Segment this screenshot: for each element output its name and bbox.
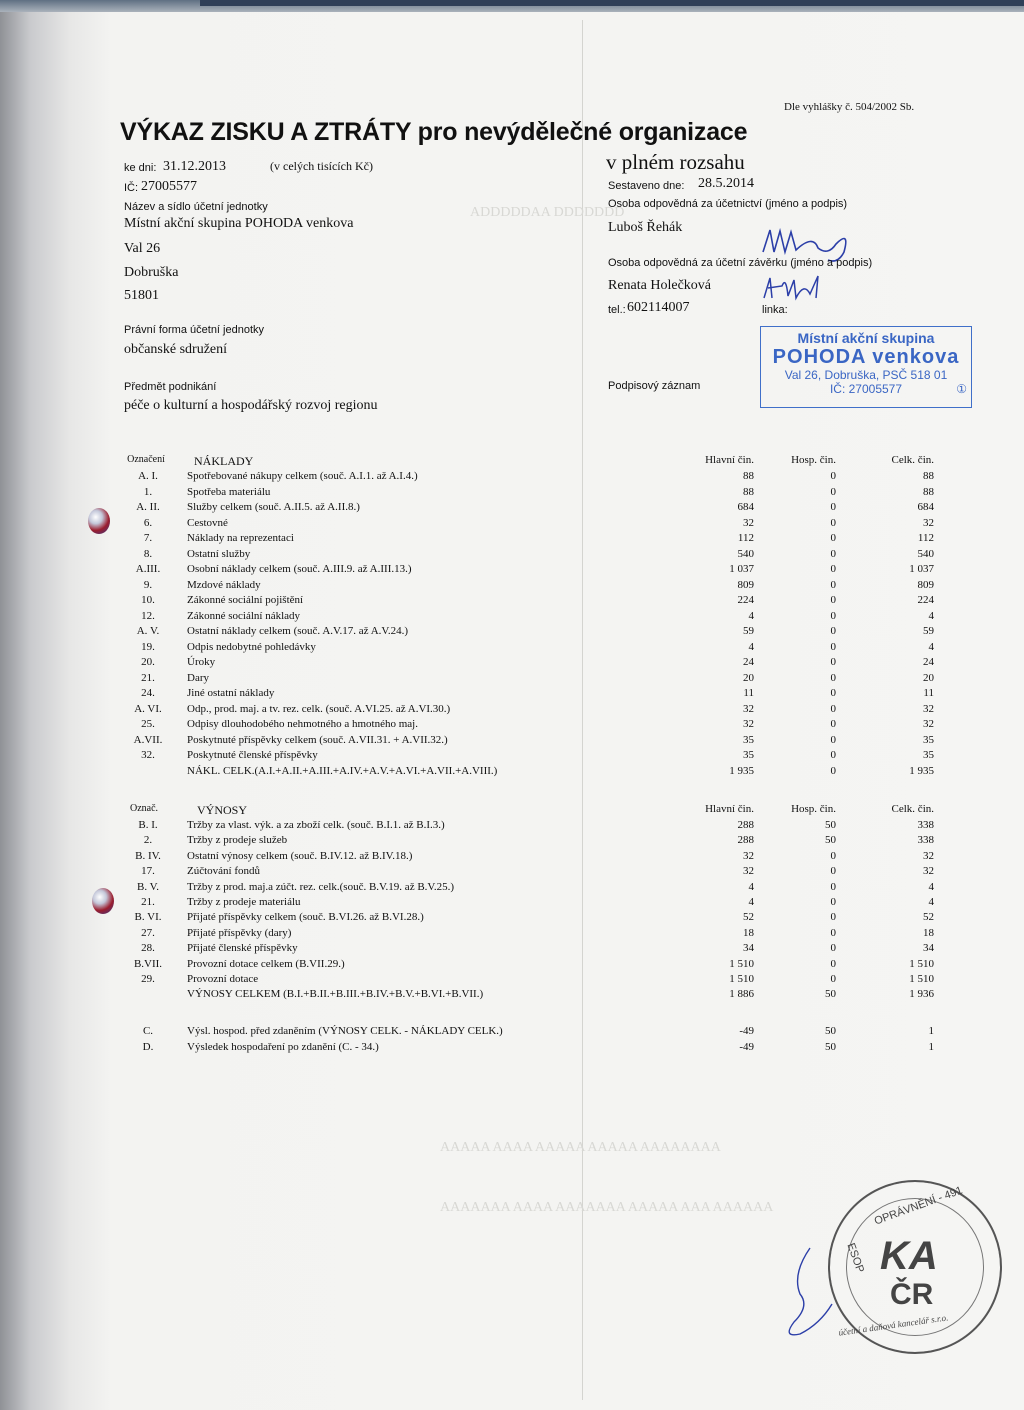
revenues-cell-name: Ostatní výnosy celkem (souč. B.IV.12. až B.IV.18.) [187,849,413,862]
revenues-cell-total: 338 [917,819,934,831]
tax-stamp-side: ESOP [844,1241,867,1275]
costs-cell-total: 88 [923,470,934,482]
costs-cell-total: 809 [917,578,934,591]
costs-cell-name: Poskytnuté členské příspěvky [187,749,318,761]
costs-cell-code: 24. [141,687,155,699]
revenues-cell-main: 34 [743,942,754,955]
revenues-row [124,911,944,926]
units-note: (v celých tisících Kč) [270,159,373,173]
revenues-cell-main: 288 [737,834,754,847]
costs-cell-code: 8. [143,547,153,560]
revenues-cell-code: B. I. [138,819,158,831]
result-cell-name: Výsl. hospod. před zdaněním (VÝNOSY CELK. - NÁKLADY CELK.) [187,1025,503,1037]
costs-cell-total: 1 037 [909,563,934,575]
costs-cell-main: 88 [743,485,754,498]
costs-row [124,517,944,532]
compiled-value: 28.5.2014 [698,176,754,191]
costs-cell-total: 32 [923,702,934,715]
tax-office-stamp [828,1180,1002,1354]
regulation-note: Dle vyhlášky č. 504/2002 Sb. [784,101,915,113]
binder-hole-top [88,508,110,534]
costs-cell-main: 20 [743,671,754,684]
costs-row [124,703,944,718]
revenues-cell-main: 1 510 [729,973,754,985]
revenues-cell-total: 1 936 [909,988,934,1001]
costs-cell-code: 10. [141,594,155,606]
costs-cell-econ: 0 [830,671,836,684]
costs-row [124,579,944,594]
costs-cell-econ: 0 [830,640,836,653]
costs-cell-code: 19. [141,640,155,653]
ic-value: 27005577 [141,179,197,194]
revenues-cell-total: 52 [923,911,934,924]
costs-cell-code: A. V. [136,625,160,637]
costs-cell-econ: 0 [830,594,836,606]
costs-cell-code: A. VI. [134,702,162,715]
revenues-cell-econ: 0 [830,926,836,939]
costs-cell-name: Ostatní náklady celkem (souč. A.V.17. až A.V.24.) [187,625,409,637]
revenues-cell-econ: 0 [830,865,836,878]
costs-cell-econ: 0 [830,547,836,560]
costs-cell-total: 32 [923,718,934,730]
costs-header-name: NÁKLADY [194,454,254,468]
revenues-row [124,927,944,942]
costs-cell-total: 4 [928,640,934,653]
page-title: VÝKAZ ZISKU A ZTRÁTY pro nevýdělečné organizace [120,118,748,146]
costs-header-econ: Hosp. čin. [791,454,836,466]
costs-cell-main: 1 935 [729,764,754,777]
costs-cell-name: NÁKL. CELK.(A.I.+A.II.+A.III.+A.IV.+A.V.+A.VI.+A.VII.+A.VIII.) [187,764,498,777]
tel-value: 602114007 [627,300,690,315]
ic-label: IČ: [124,182,139,194]
revenues-cell-econ: 0 [830,849,836,862]
revenues-row [124,865,944,880]
costs-cell-name: Dary [187,671,209,684]
revenues-cell-name: Tržby z prod. maj.a zúčt. rez. celk.(souč. B.V.19. až B.V.25.) [187,880,455,893]
revenues-cell-name: VÝNOSY CELKEM (B.I.+B.II.+B.III.+B.IV.+B.V.+B.VI.+B.VII.) [187,988,484,1001]
result-cell-main: -49 [739,1041,754,1053]
revenues-cell-econ: 0 [830,973,836,985]
costs-cell-code: A. I. [138,470,158,482]
costs-cell-econ: 0 [830,516,836,529]
revenues-cell-name: Tržby za vlast. výk. a za zboží celk. (souč. B.I.1. až B.I.3.) [187,819,445,831]
revenues-header-main: Hlavní čin. [705,803,754,815]
revenues-row [124,850,944,865]
costs-cell-main: 540 [737,547,754,560]
costs-cell-code: 12. [141,609,155,622]
revenues-cell-total: 32 [923,849,934,862]
costs-cell-total: 224 [917,594,934,606]
signature-closing [760,272,830,306]
costs-cell-econ: 0 [830,563,836,575]
costs-cell-main: 1 037 [729,563,754,575]
revenues-cell-total: 338 [917,834,934,847]
revenues-row [124,988,944,1003]
result-cell-main: -49 [739,1025,754,1037]
costs-header-main: Hlavní čin. [705,454,754,466]
revenues-row [124,834,944,849]
revenues-cell-name: Přijaté příspěvky (dary) [187,926,292,939]
address-zip: 51801 [124,288,159,303]
costs-cell-main: 112 [737,532,754,544]
costs-header-total: Celk. čin. [891,454,934,466]
costs-cell-econ: 0 [830,501,836,513]
name-value: Místní akční skupina POHODA venkova [124,216,354,231]
costs-cell-econ: 0 [830,485,836,498]
revenues-cell-total: 34 [923,942,934,955]
revenues-header-total: Celk. čin. [891,803,934,815]
costs-cell-econ: 0 [830,749,836,761]
costs-cell-main: 32 [743,702,754,715]
result-cell-code: C. [142,1025,154,1037]
revenues-cell-total: 4 [928,896,934,908]
revenues-cell-name: Přijaté členské příspěvky [187,942,298,955]
revenues-row [124,958,944,973]
costs-cell-name: Spotřebované nákupy celkem (souč. A.I.1. až A.I.4.) [187,470,418,482]
costs-cell-econ: 0 [830,470,836,482]
costs-cell-name: Spotřeba materiálu [187,485,271,498]
revenues-cell-total: 1 510 [909,957,934,970]
name-label: Název a sídlo účetní jednotky [124,201,268,213]
costs-cell-code: 25. [141,718,155,730]
revenues-cell-econ: 0 [830,911,836,924]
costs-cell-total: 11 [923,687,934,699]
costs-cell-code: A.VII. [133,733,163,746]
costs-cell-code: 21. [141,671,155,684]
revenues-cell-main: 1 886 [729,988,754,1001]
costs-row [124,687,944,702]
revenues-cell-econ: 0 [830,880,836,893]
revenues-cell-total: 4 [928,880,934,893]
costs-cell-total: 35 [923,749,934,761]
closing-person-value: Renata Holečková [608,278,712,293]
costs-cell-main: 32 [743,516,754,529]
revenues-cell-code: B.VII. [133,957,163,970]
costs-cell-name: Zákonné sociální náklady [187,609,301,622]
costs-cell-total: 59 [923,625,934,637]
costs-cell-code: 32. [141,749,155,761]
costs-cell-name: Jiné ostatní náklady [187,687,275,699]
costs-cell-main: 11 [743,687,754,699]
costs-cell-main: 35 [743,733,754,746]
costs-cell-code: 20. [141,656,155,668]
result-row [124,1041,944,1056]
revenues-row [124,819,944,834]
costs-cell-econ: 0 [830,733,836,746]
activity-value: péče o kulturní a hospodářský rozvoj regionu [124,398,378,413]
revenues-row [124,942,944,957]
costs-cell-econ: 0 [830,656,836,668]
tax-stamp-bottom: účetní a daňová kancelář s.r.o. [837,1312,949,1338]
date-value: 31.12.2013 [163,159,226,174]
binder-hole-bottom [92,888,114,914]
scope-label: v plném rozsahu [606,150,745,174]
costs-row [124,563,944,578]
revenues-cell-main: 1 510 [729,957,754,970]
costs-cell-main: 59 [743,625,754,637]
signature-tax [770,1244,840,1344]
costs-cell-name: Náklady na reprezentaci [187,532,294,544]
costs-cell-total: 32 [923,516,934,529]
revenues-cell-total: 32 [923,865,934,878]
costs-cell-econ: 0 [830,764,836,777]
accounting-person-value: Luboš Řehák [608,220,683,235]
revenues-cell-code: B. V. [137,880,159,893]
revenues-cell-econ: 0 [830,896,836,908]
revenues-cell-main: 32 [743,865,754,878]
costs-cell-main: 809 [737,578,754,591]
costs-row [124,718,944,733]
costs-cell-code: A.III. [135,563,161,575]
revenues-cell-main: 18 [743,926,754,939]
costs-cell-name: Služby celkem (souč. A.II.5. až A.II.8.) [187,501,360,513]
revenues-cell-code: 27. [141,926,155,939]
costs-cell-main: 24 [743,656,754,668]
costs-cell-total: 24 [923,656,934,668]
revenues-cell-name: Zúčtování fondů [187,865,261,878]
revenues-cell-name: Tržby z prodeje materiálu [187,896,301,908]
tax-stamp-center1: KA [880,1234,938,1278]
tax-stamp-top: OPRÁVNĚNÍ - 491 [872,1184,965,1228]
revenues-cell-name: Tržby z prodeje služeb [187,834,288,847]
costs-row [124,470,944,485]
costs-cell-code: 6. [143,516,153,529]
costs-cell-name: Poskytnuté příspěvky celkem (souč. A.VII.31. + A.VII.32.) [187,733,448,746]
costs-cell-econ: 0 [830,578,836,591]
legal-form-label: Právní forma účetní jednotky [124,324,265,336]
revenues-cell-code: 2. [143,834,153,847]
costs-cell-total: 4 [928,609,934,622]
revenues-cell-code: 28. [141,942,155,955]
costs-cell-main: 88 [743,470,754,482]
revenues-cell-total: 18 [923,926,934,939]
result-cell-econ: 50 [825,1041,836,1053]
costs-cell-econ: 0 [830,718,836,730]
revenues-header-row [124,803,944,818]
costs-row [124,610,944,625]
costs-cell-name: Cestovné [187,516,228,529]
costs-row [124,734,944,749]
revenues-header-econ: Hosp. čin. [791,803,836,815]
costs-cell-code: 9. [143,578,153,591]
costs-cell-total: 1 935 [909,764,934,777]
top-edge-dark [200,0,1024,6]
stamp-line-1: Místní akční skupina [797,330,935,346]
revenues-cell-code: 29. [141,973,155,985]
revenues-cell-econ: 50 [825,988,836,1001]
signature-record-label: Podpisový záznam [608,380,701,392]
revenues-cell-name: Přijaté příspěvky celkem (souč. B.VI.26. až B.VI.28.) [187,911,424,924]
activity-label: Předmět podnikání [124,381,217,393]
costs-row [124,672,944,687]
costs-cell-total: 540 [917,547,934,560]
costs-cell-total: 684 [917,501,934,513]
costs-row [124,532,944,547]
revenues-cell-main: 4 [748,880,754,893]
costs-cell-name: Zákonné sociální pojištění [187,594,304,606]
costs-cell-econ: 0 [830,702,836,715]
date-label: ke dni: [124,162,157,174]
result-cell-code: D. [142,1041,154,1053]
costs-cell-name: Mzdové náklady [187,578,261,591]
costs-cell-code: A. II. [136,501,160,513]
bleed-through-text: AAAAA AAAA AAAAA AAAAA AAAAAAAA [440,1140,721,1155]
revenues-cell-code: B. IV. [135,849,161,862]
revenues-cell-main: 4 [748,896,754,908]
revenues-row [124,896,944,911]
result-cell-econ: 50 [825,1025,836,1037]
tel-label: tel.: [608,304,626,316]
legal-form-value: občanské sdružení [124,342,228,357]
costs-cell-name: Ostatní služby [187,547,251,560]
costs-cell-main: 224 [737,594,754,606]
revenues-row [124,973,944,988]
costs-cell-name: Odp., prod. maj. a tv. rez. celk. (souč. A.VI.25. až A.VI.30.) [187,702,451,715]
organization-stamp [760,326,972,408]
revenues-cell-code: 21. [141,896,155,908]
costs-cell-total: 112 [917,532,934,544]
costs-row [124,625,944,640]
revenues-cell-name: Provozní dotace celkem (B.VII.29.) [187,957,345,970]
address-city: Dobruška [124,265,179,280]
costs-cell-main: 35 [743,749,754,761]
costs-cell-econ: 0 [830,625,836,637]
costs-cell-econ: 0 [830,609,836,622]
costs-cell-name: Odpis nedobytné pohledávky [187,640,316,653]
costs-cell-total: 88 [923,485,934,498]
tax-stamp-center2: ČR [890,1278,934,1311]
revenues-row [124,881,944,896]
result-cell-name: Výsledek hospodaření po zdanění (C. - 34.) [187,1041,379,1053]
costs-cell-code: 7. [143,532,153,544]
address-street: Val 26 [124,241,161,256]
costs-cell-econ: 0 [830,532,836,544]
costs-header-row [124,454,944,469]
costs-cell-main: 4 [748,640,754,653]
revenues-cell-econ: 0 [830,942,836,955]
revenues-cell-econ: 50 [825,834,836,847]
result-cell-total: 1 [928,1025,934,1037]
costs-cell-name: Odpisy dlouhodobého nehmotného a hmotného maj. [187,718,418,730]
revenues-cell-total: 1 510 [909,973,934,985]
revenues-cell-code: B. VI. [134,911,162,924]
costs-header-code: Označení [127,454,165,465]
bleed-through-text: ADDDDDAA DDDDDDD [470,205,625,220]
accounting-person-label: Osoba odpovědná za účetnictví (jméno a podpis) [608,198,848,210]
compiled-label: Sestaveno dne: [608,180,685,192]
revenues-cell-main: 52 [743,911,754,924]
costs-cell-name: Úroky [187,656,216,668]
stamp-mark: ① [956,382,967,396]
costs-cell-total: 35 [923,733,934,746]
revenues-cell-econ: 0 [830,957,836,970]
linka-label: linka: [762,304,788,316]
costs-row [124,656,944,671]
closing-person-label: Osoba odpovědná za účetní závěrku (jméno a podpis) [608,257,873,269]
result-row [124,1025,944,1040]
stamp-line-2: POHODA venkova [772,346,960,368]
revenues-cell-main: 288 [737,819,754,831]
costs-cell-econ: 0 [830,687,836,699]
revenues-cell-name: Provozní dotace [187,973,259,985]
revenues-header-code: Označ. [129,803,159,814]
costs-row [124,548,944,563]
costs-cell-main: 4 [748,609,754,622]
costs-cell-main: 32 [743,718,754,730]
revenues-cell-main: 32 [743,849,754,862]
stamp-line-4 [761,382,971,396]
bleed-through-text: AAAAAAA AAAA AAAAAAA AAAAA AAA AAAAAA [440,1200,774,1215]
revenues-cell-econ: 50 [825,819,836,831]
revenues-cell-code: 17. [141,865,155,878]
revenues-header-name: VÝNOSY [197,803,248,817]
stamp-line-3: Val 26, Dobruška, PSČ 518 01 [784,368,948,382]
costs-cell-code: 1. [143,485,153,498]
costs-row [124,486,944,501]
costs-cell-total: 20 [923,671,934,684]
costs-cell-name: Osobní náklady celkem (souč. A.III.9. až A.III.13.) [187,563,412,575]
costs-row [124,749,944,764]
costs-cell-main: 684 [737,501,754,513]
costs-row [124,594,944,609]
costs-row [124,501,944,516]
result-cell-total: 1 [928,1041,934,1053]
costs-row [124,765,944,780]
costs-row [124,641,944,656]
stamp-ic: IČ: 27005577 [829,382,903,396]
